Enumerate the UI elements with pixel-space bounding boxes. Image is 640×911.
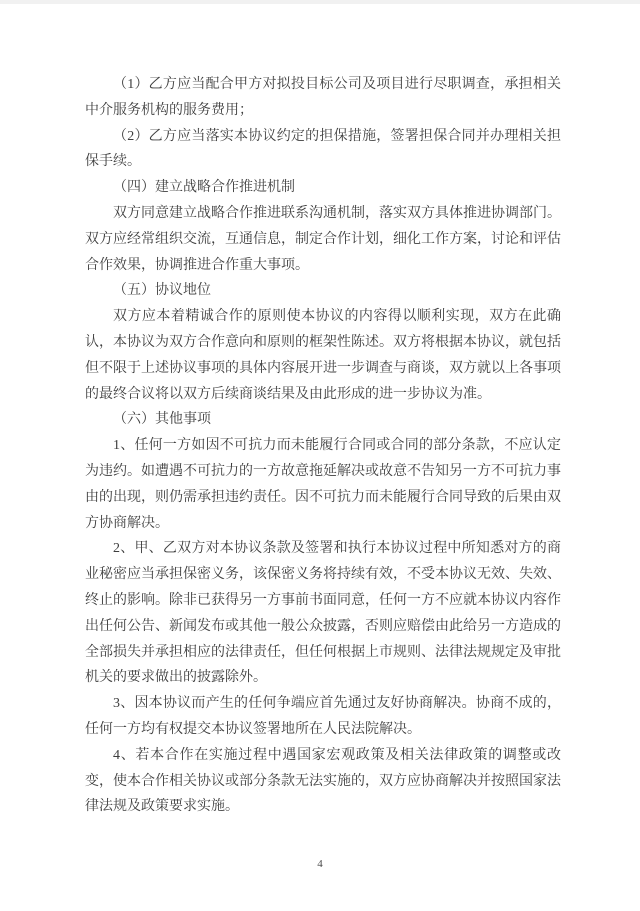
paragraph: 1、任何一方如因不可抗力而未能履行合同或合同的部分条款，不应认定为违约。如遭遇不可抗力的一方故意拖延解决或故意不告知另一方不可抗力事由的出现，则仍需承担违约责任。因不可抗力而未能履行合同导致的后果由双方协商解决。 xyxy=(85,438,561,531)
page-top-edge xyxy=(0,0,640,4)
section-heading: （六）其他事项 xyxy=(113,412,211,428)
page-number: 4 xyxy=(317,858,323,870)
section-heading: （五）协议地位 xyxy=(113,283,211,299)
paragraph: 4、若本合作在实施过程中遇国家宏观政策及相关法律政策的调整或改变，使本合作相关协议或部分条款无法实施的，双方应协商解决并按照国家法律法规及政策要求实施。 xyxy=(85,747,561,815)
paragraph: 2、甲、乙双方对本协议条款及签署和执行本协议过程中所知悉对方的商业秘密应当承担保密义务，该保密义务将持续有效，不受本协议无效、失效、终止的影响。除非已获得另一方事前书面同意，任何一方不应就本协议内容作出任何公告、新闻发布或其他一般公众披露，否则应赔偿由此给另一方造成的全部损失并承担相应的法律责任，但任何根据上市规则、法律法规规定及审批机关的要求做出的披露除外。 xyxy=(85,541,561,686)
paragraph: （2）乙方应当落实本协议约定的担保措施，签署担保合同并办理相关担保手续。 xyxy=(85,128,561,170)
paragraph: 双方应本着精诚合作的原则使本协议的内容得以顺利实现，双方在此确认，本协议为双方合作意向和原则的框架性陈述。双方将根据本协议，就包括但不限于上述协议事项的具体内容展开进一步调查与商谈，双方就以上各事项的最终合议将以双方后续商谈结果及由此形成的进一步协议为准。 xyxy=(85,309,561,402)
paragraph: （1）乙方应当配合甲方对拟投目标公司及项目进行尽职调查，承担相关中介服务机构的服务费用； xyxy=(85,77,561,118)
paragraph: 双方同意建立战略合作推进联系沟通机制，落实双方具体推进协调部门。双方应经常组织交流，互通信息，制定合作计划，细化工作方案，讨论和评估合作效果，协调推进合作重大事项。 xyxy=(85,205,561,273)
document-body xyxy=(85,72,561,820)
section-heading: （四）建立战略合作推进机制 xyxy=(113,180,295,196)
paragraph: 3、因本协议而产生的任何争端应首先通过友好协商解决。协商不成的，任何一方均有权提交本协议签署地所在人民法院解决。 xyxy=(85,696,561,737)
